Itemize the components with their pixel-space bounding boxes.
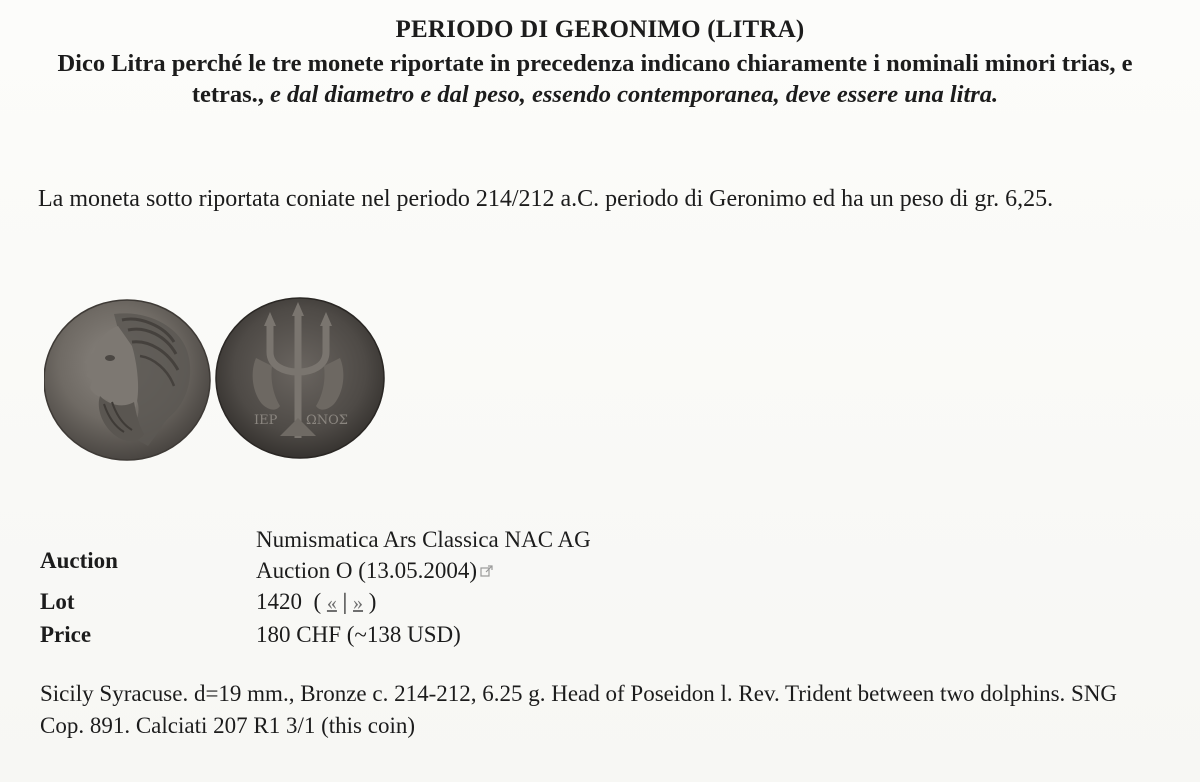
coin-obverse-poseidon-head-icon [44, 300, 210, 460]
coin-period-description: La moneta sotto riportata coniate nel periodo 214/212 a.C. periodo di Geronimo ed ha un peso di gr. 6,25. [38, 186, 1054, 212]
auction-label: Auction [40, 548, 118, 573]
next-lot-link[interactable]: » [353, 592, 364, 615]
auction-value [256, 524, 591, 586]
page-title: PERIODO DI GERONIMO (LITRA) [395, 16, 805, 43]
auction-name[interactable]: Auction O (13.05.2004) [256, 558, 478, 583]
price-value: 180 CHF (~138 USD) [256, 622, 461, 648]
external-link-icon[interactable] [480, 555, 494, 586]
price-label: Price [40, 622, 92, 648]
previous-lot-link[interactable]: « [326, 592, 337, 615]
reverse-legend-right: ΩΝΟΣ [306, 413, 349, 428]
intro-bold-text: Dico Litra perché le tre monete riportate in precedenza indicano chiaramente i nominali minori trias, e tetras., [57, 50, 1133, 108]
lot-nav-close: ) [368, 589, 377, 615]
lot-number: 1420 [256, 589, 302, 615]
lot-value [256, 586, 591, 619]
lot-nav-separator: | [342, 589, 348, 615]
price-row [40, 619, 591, 650]
auction-row [40, 524, 591, 586]
coin-catalog-description: Sicily Syracuse. d=19 mm., Bronze c. 214-212, 6.25 g. Head of Poseidon l. Rev. Trident between two dolphins. SNG Cop. 891. Calciati 207 R1 3/1 (this coin) [40, 681, 1118, 738]
coin-reverse-trident-dolphins-icon [216, 298, 384, 458]
auction-name-line[interactable] [256, 555, 591, 586]
coin-photo [44, 296, 389, 464]
reverse-legend-left: ΙΕΡ [254, 413, 278, 428]
auction-house: Numismatica Ars Classica NAC AG [256, 527, 591, 552]
intro-paragraph [40, 48, 1150, 110]
intro-italic-text: e dal diametro e dal peso, essendo contemporanea, deve essere una litra. [263, 81, 999, 108]
coin-images [44, 296, 389, 464]
lot-label: Lot [40, 589, 75, 615]
lot-nav-open: ( [313, 589, 322, 615]
auction-details [40, 524, 591, 650]
lot-row [40, 586, 591, 619]
